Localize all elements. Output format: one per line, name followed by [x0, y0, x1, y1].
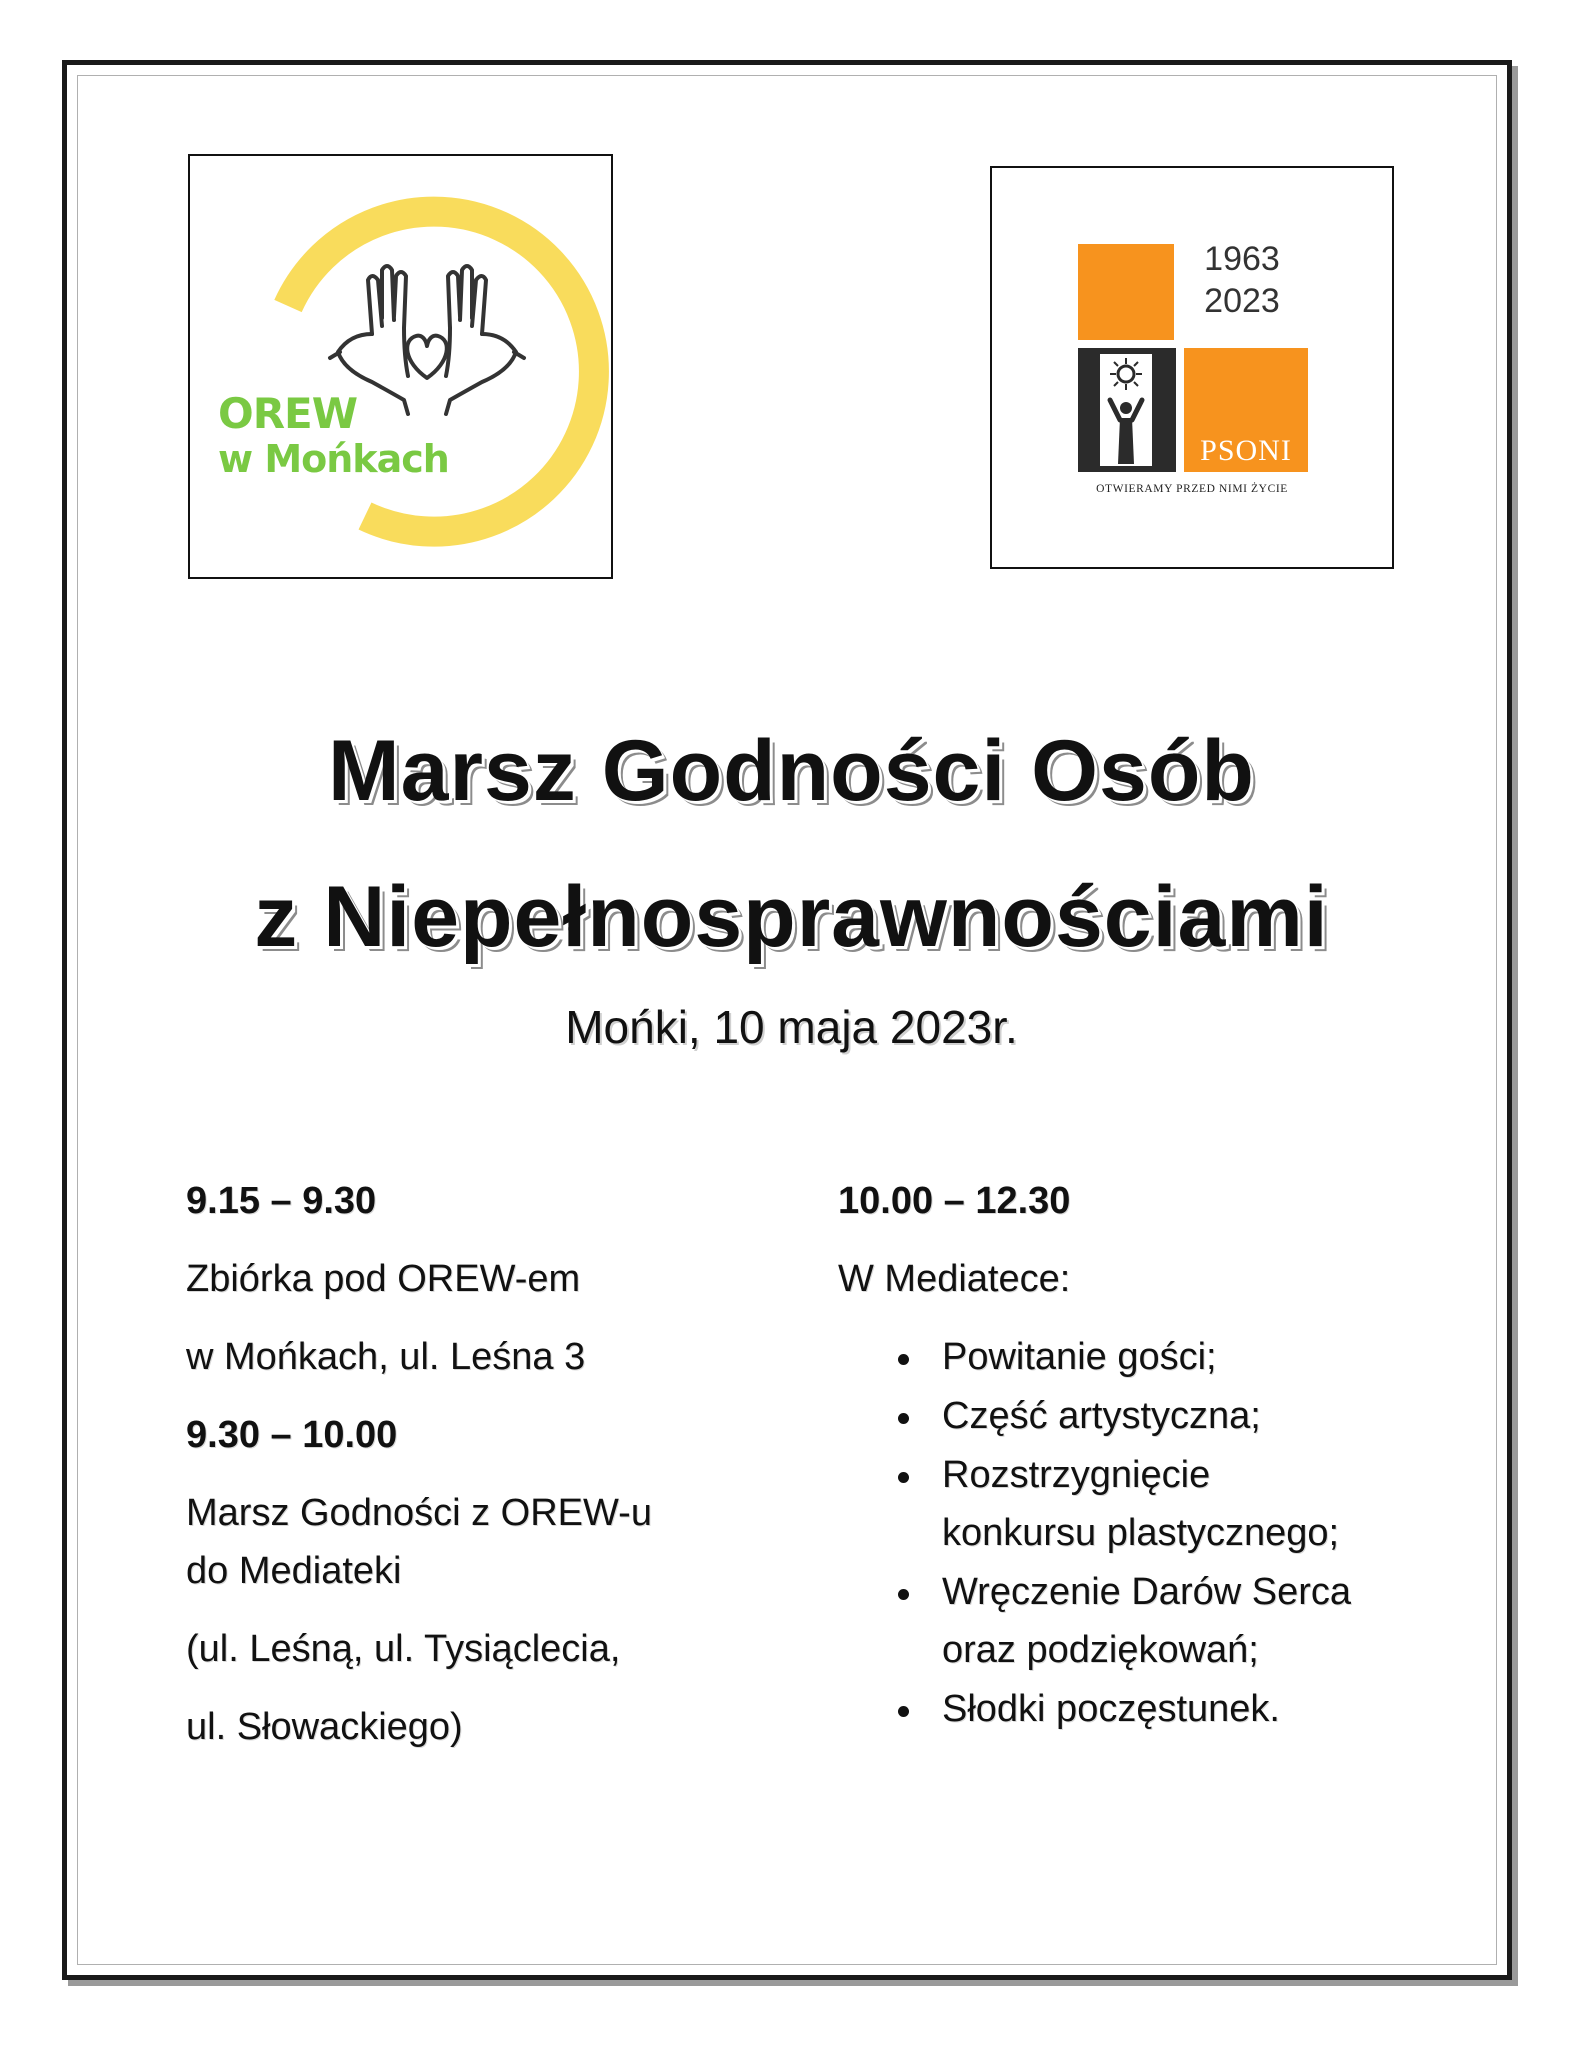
list-item [838, 1446, 1458, 1562]
orew-logo-graphic [190, 156, 611, 577]
orew-logo-text-2: w Mońkach [218, 437, 449, 481]
event-date-location: Mońki, 10 maja 2023r. [565, 1001, 1018, 1053]
list-item-text: konkursu plastycznego; [942, 1512, 1340, 1554]
orew-logo [188, 154, 613, 579]
program-list [838, 1328, 1458, 1738]
schedule-time: 9.15 – 9.30 [186, 1180, 377, 1222]
psoni-year-end: 2023 [1204, 282, 1280, 320]
psoni-tagline: OTWIERAMY PRZED NIMI ŻYCIE [1096, 483, 1288, 495]
bullet-icon [898, 1706, 909, 1717]
schedule-time: 10.00 – 12.30 [838, 1180, 1071, 1222]
bullet-icon [898, 1413, 909, 1424]
psoni-name: PSONI [1200, 434, 1292, 467]
schedule-line: do Mediateki [186, 1550, 402, 1592]
schedule-right-column [838, 1172, 1458, 1739]
orew-ring [288, 212, 594, 532]
psoni-logo-graphic [992, 168, 1392, 567]
bullet-icon [898, 1354, 909, 1365]
schedule-left-column [186, 1172, 826, 1776]
list-item-text: oraz podziękowań; [942, 1629, 1259, 1671]
list-item [838, 1387, 1458, 1445]
list-item-text: Powitanie gości; [942, 1336, 1217, 1378]
list-item-text: Rozstrzygnięcie [942, 1454, 1211, 1496]
psoni-logo [990, 166, 1394, 569]
orew-logo-text-1: OREW [218, 389, 358, 438]
list-item-text: Część artystyczna; [942, 1395, 1261, 1437]
list-item [838, 1328, 1458, 1386]
schedule-intro: W Mediatece: [838, 1258, 1071, 1300]
psoni-year-start: 1963 [1204, 240, 1280, 278]
bullet-icon [898, 1589, 909, 1600]
title-line-1: Marsz Godności Osób [328, 723, 1255, 819]
schedule-line: Marsz Godności z OREW-u [186, 1492, 652, 1534]
schedule-line: (ul. Leśną, ul. Tysiąclecia, [186, 1628, 621, 1670]
schedule-line: ul. Słowackiego) [186, 1706, 463, 1748]
list-item [838, 1563, 1458, 1679]
bullet-icon [898, 1472, 909, 1483]
list-item-text: Wręczenie Darów Serca [942, 1571, 1352, 1613]
title-line-2: z Niepełnosprawnościami [254, 869, 1329, 965]
schedule-line: Zbiórka pod OREW-em [186, 1258, 581, 1300]
hands-heart-icon [330, 266, 524, 414]
psoni-orange-square-top [1078, 244, 1174, 340]
list-item [838, 1680, 1458, 1738]
schedule-line: w Mońkach, ul. Leśna 3 [186, 1336, 586, 1378]
psoni-door-icon [1078, 348, 1176, 472]
schedule-time: 9.30 – 10.00 [186, 1414, 398, 1456]
list-item-text: Słodki poczęstunek. [942, 1688, 1280, 1730]
